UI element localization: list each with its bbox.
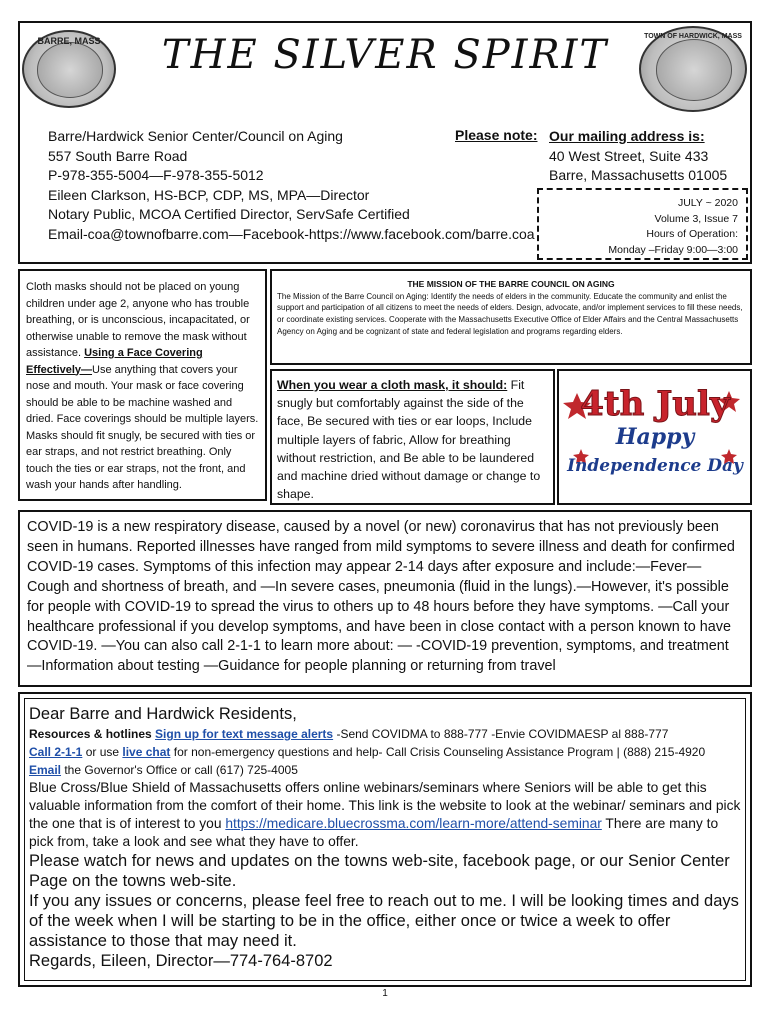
mask-text-body: Use anything that covers your nose and mouth. Your mask or face covering should be able to be machine washed and dried. Face coverings should be multiple layers. Masks should fit snugly, be secured with ties or ear straps, and not restrict breathing. Only touch the ties or ear straps, not the front, and wash your hands after handling.: [26, 363, 259, 491]
signoff: Regards, Eileen, Director—774-764-8702: [29, 952, 333, 970]
text-alerts-text: -Send COVIDMA to 888-777 -Envie COVIDMAESP al 888-777: [333, 727, 669, 741]
bluecross-end: There are many to pick from, take a look and see what they have to offer.: [29, 816, 719, 849]
masthead-title: THE SILVER SPIRIT: [161, 32, 609, 78]
mask-guidance-box: [18, 269, 267, 501]
hardwick-seal-logo: TOWN OF HARDWICK, MASS: [639, 26, 747, 112]
contact-line-address: 557 South Barre Road: [48, 147, 188, 164]
issues-paragraph: If you any issues or concerns, please feel free to reach out to me. I will be looking times and days of the week when I will be starting to be in the office, either once or twice a week to offer assistance to those that may need it.: [29, 892, 739, 950]
resources-line: [29, 725, 741, 743]
independence-day-image: [557, 369, 752, 505]
or-use-text: or use: [82, 745, 123, 759]
text-alerts-link[interactable]: Sign up for text message alerts: [155, 727, 334, 741]
mailing-city: Barre, Massachusetts 01005: [549, 167, 728, 183]
live-chat-text: for non-emergency questions and help- Call Crisis Counseling Assistance Program | (888) 215-4920: [170, 745, 706, 759]
email-governor-link[interactable]: Email: [29, 763, 62, 777]
contact-line-email[interactable]: Email-coa@townofbarre.com—Facebook-https://www.facebook.com/barre.coa: [48, 225, 535, 242]
live-chat-link[interactable]: live chat: [122, 745, 171, 759]
letter-inner: [24, 698, 746, 981]
mailing-address: [549, 127, 727, 186]
mailing-street: 40 West Street, Suite 433: [549, 147, 709, 164]
contact-line-org: Barre/Hardwick Senior Center/Council on Aging: [48, 128, 343, 144]
cloth-mask-text: Fit snugly but comfortably against the side of the face, Be secured with ties or ear loops, Include multiple layers of fabric, Allow for breathing without restriction, and Be able to be laundered and machine dried without damage or change to shape.: [277, 378, 541, 502]
letter-box: [18, 692, 752, 987]
independence-day-graphic: [559, 371, 750, 503]
bluecross-text: Blue Cross/Blue Shield of Massachusetts offers online webinars/seminars where Seniors will be able to get this valuable information from the comfort of their home. This link is the website to look at the webinar/ seminars and pick the one that is of interest to you: [29, 780, 741, 831]
mission-box: [270, 269, 752, 365]
page-number: 1: [382, 988, 388, 999]
bluecross-paragraph: [29, 779, 741, 851]
issue-date: JULY ~ 2020: [677, 197, 738, 209]
call-211-link[interactable]: Call 2-1-1: [29, 745, 83, 759]
hours-label: Hours of Operation:: [646, 228, 738, 240]
contact-line-director: Eileen Clarkson, HS-BCP, CDP, MS, MPA—Director: [48, 186, 370, 203]
issue-volume: Volume 3, Issue 7: [654, 212, 738, 225]
covid-info-box: [18, 510, 752, 687]
contact-line-phone: P-978-355-5004—F-978-355-5012: [48, 167, 264, 183]
resources-label: Resources & hotlines: [29, 727, 156, 741]
cloth-mask-heading: When you wear a cloth mask, it should:: [277, 378, 508, 392]
mission-title: THE MISSION OF THE BARRE COUNCIL ON AGING: [407, 279, 615, 289]
issue-info-box: [537, 188, 748, 260]
mailing-heading: Our mailing address is:: [549, 128, 705, 144]
contact-line-certifications: Notary Public, MCOA Certified Director, ServSafe Certified: [48, 206, 410, 222]
call-line: [29, 743, 741, 761]
july-line1: 4th July: [580, 384, 730, 424]
email-line: [29, 761, 741, 779]
july-line3: Independence Day: [567, 456, 743, 476]
mask-text-intro: Cloth masks should not be placed on young children under age 2, anyone who has trouble breathing, or is unconscious, incapacitated, or otherwise unable to remove the mask without assistance.: [26, 281, 250, 359]
barre-seal-logo: BARRE, MASS: [22, 30, 116, 108]
mask-heading: Using a Face Covering Effectively—: [26, 347, 203, 376]
letter-greeting: Dear Barre and Hardwick Residents,: [29, 705, 297, 723]
bluecross-seminar-link[interactable]: https://medicare.bluecrossma.com/learn-more/attend-seminar: [225, 816, 602, 831]
july-line2: Happy: [615, 424, 695, 450]
covid-text: COVID-19 is a new respiratory disease, caused by a novel (or new) coronavirus that has not previously been seen in humans. Reported illnesses have ranged from mild symptoms to severe illness and death for confirmed COVID-19 cases. Symptoms of this infection may appear 2-14 days after exposure and include:—Fever—Cough and shortness of breath, and —In severe cases, pneumonia (fluid in the lungs).—However, it's possible for people with COVID-19 to spread the virus to others up to 48 hours before they have symptoms. —Call your healthcare professional if you develop symptoms, and have been in close contact with a person known to have COVID-19. —You can also call 2-1-1 to learn more about: — -COVID-19 prevention, symptoms, and treatment —Information about testing —Guidance for people planning or returning from travel: [27, 519, 735, 675]
cloth-mask-box: [270, 369, 555, 505]
contact-block: [48, 127, 538, 244]
email-governor-text: the Governor's Office or call (617) 725-4005: [61, 763, 298, 777]
please-note-label: Please note:: [455, 127, 538, 143]
hours-value: Monday –Friday 9:00—3:00: [608, 243, 738, 256]
news-paragraph: Please watch for news and updates on the towns web-site, facebook page, or our Senior Center Page on the towns web-site.: [29, 852, 730, 890]
mission-text: The Mission of the Barre Council on Aging: Identify the needs of elders in the community. Educate the community and enlist the support and participation of all citizens to meet the needs of elders. Design, advocate, and/or implement services to fill these needs, or coordinate existing services. Cooperate with the Massachusetts Executive Office of Elder Affairs and the Central Massachusetts Agency on Aging and be cognizant of state and federal legislation and programs regarding elders.: [277, 291, 743, 336]
